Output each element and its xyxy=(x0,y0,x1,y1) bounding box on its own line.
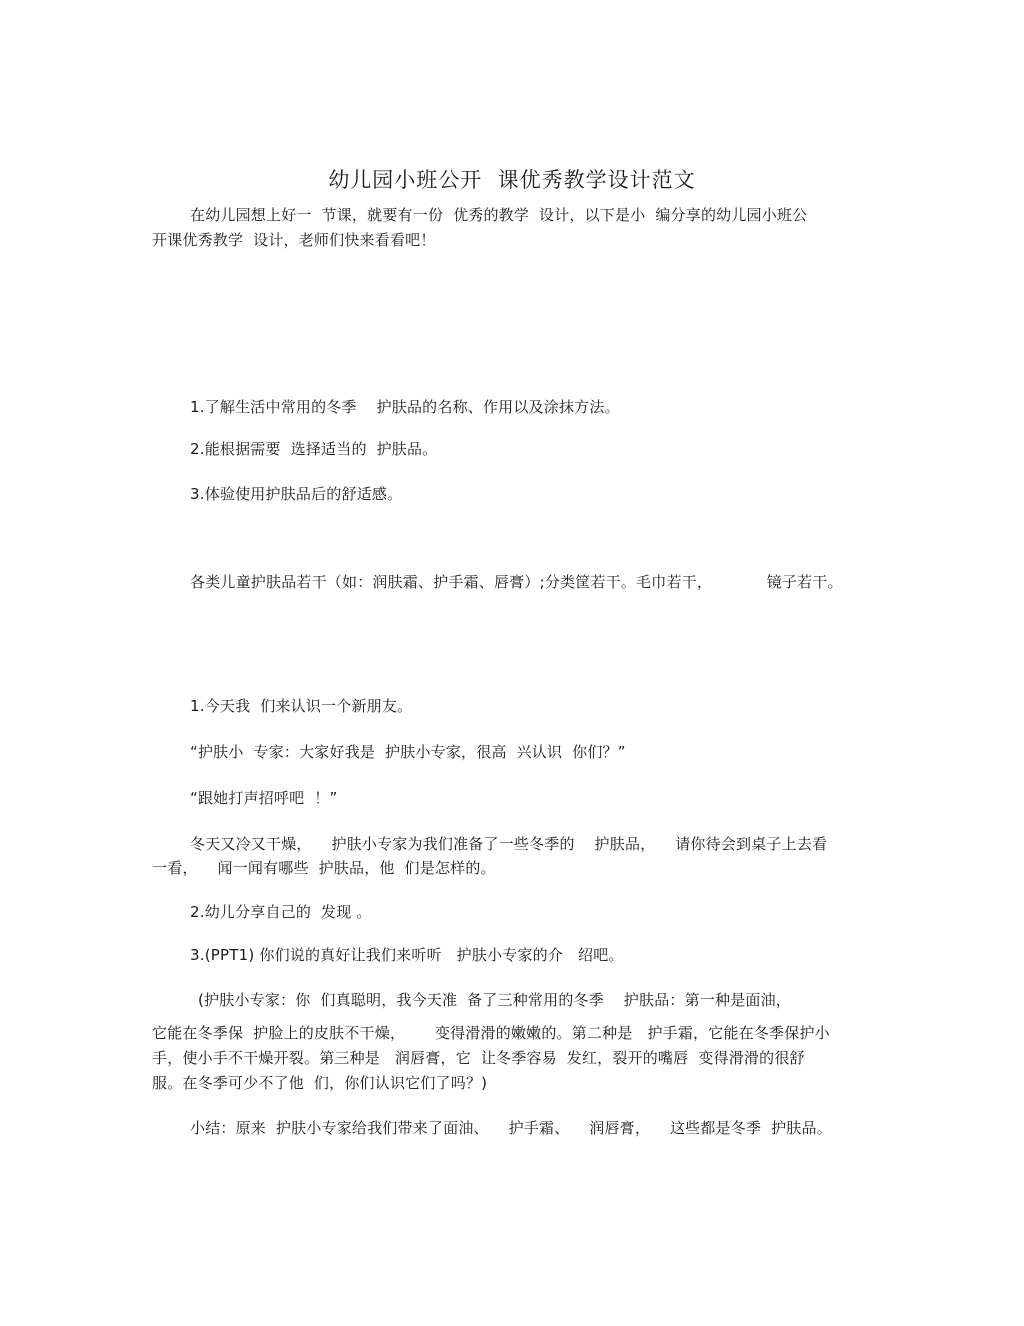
summary-text: 小结：原来 护肤小专家给我们带来了面油、 护手霜、 润唇膏， 这些都是冬季 护肤品。 xyxy=(190,1119,832,1137)
expert-speech-line-1: (护肤小专家：你 们真聪明，我今天准 备了三种常用的冬季 护肤品：第一种是面油， xyxy=(198,991,792,1009)
goal-item-3: 3.体验使用护肤品后的舒适感。 xyxy=(190,485,403,503)
expert-speech-line-2: 它能在冬季保 护脸上的皮肤不干燥， 变得滑滑的嫩嫩的。第二种是 护手霜，它能在冬季保护小 xyxy=(152,1024,830,1042)
goal-item-2: 2.能根据需要 选择适当的 护肤品。 xyxy=(190,440,438,458)
expert-quote-2: “跟她打声招呼吧 ！” xyxy=(190,789,338,807)
process-step-1: 1.今天我 们来认识一个新朋友。 xyxy=(190,697,413,715)
winter-para-line-2: 一看， 闻一闻有哪些 护肤品，他 们是怎样的。 xyxy=(152,859,496,877)
document-title: 幼儿园小班公开 课优秀教学设计范文 xyxy=(328,168,696,192)
intro-line-2: 开课优秀教学 设计，老师们快来看看吧！ xyxy=(152,231,436,249)
expert-speech-line-3: 手，使小手不干燥开裂。第三种是 润唇膏，它 让冬季容易 发红，裂开的嘴唇 变得滑滑的很舒 xyxy=(152,1049,805,1067)
intro-line-1: 在幼儿园想上好一 节课，就要有一份 优秀的教学 设计，以下是小 编分享的幼儿园小班公 xyxy=(190,206,808,224)
winter-para-line-1: 冬天又冷又干燥， 护肤小专家为我们准备了一些冬季的 护肤品， 请你待会到桌子上去看 xyxy=(190,835,828,853)
materials-text: 各类儿童护肤品若干（如：润肤霜、护手霜、唇膏）;分类筐若干。毛巾若干， 镜子若干。 xyxy=(190,573,843,591)
expert-quote-1: “护肤小 专家：大家好我是 护肤小专家，很高 兴认识 你们？” xyxy=(190,743,626,761)
goal-item-1: 1.了解生活中常用的冬季 护肤品的名称、作用以及涂抹方法。 xyxy=(190,398,620,416)
expert-speech-line-4: 服。在冬季可少不了他 们，你们认识它们了吗？) xyxy=(152,1074,488,1092)
process-step-3: 3.(PPT1) 你们说的真好让我们来听听 护肤小专家的介 绍吧。 xyxy=(190,946,624,964)
process-step-2: 2.幼儿分享自己的 发现 。 xyxy=(190,903,372,921)
